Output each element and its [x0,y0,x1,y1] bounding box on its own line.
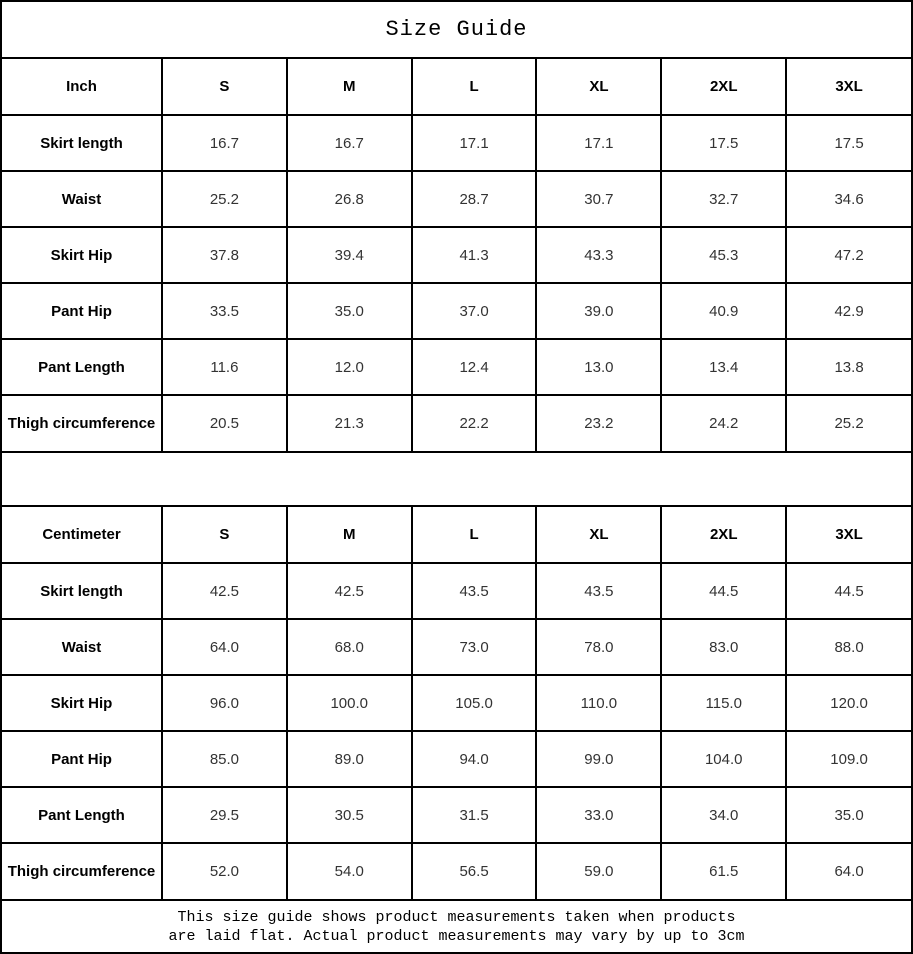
measurement-value: 11.6 [162,339,287,395]
measurement-value: 64.0 [162,619,287,675]
table-row [2,115,911,171]
measurement-value: 32.7 [661,171,786,227]
measurement-label: Pant Length [2,339,162,395]
table-row [2,619,911,675]
measurement-value: 104.0 [661,731,786,787]
measurement-value: 25.2 [786,395,911,451]
measurement-value: 64.0 [786,843,911,899]
measurement-value: 35.0 [287,283,412,339]
measurement-value: 30.7 [536,171,661,227]
measurement-value: 30.5 [287,787,412,843]
measurement-value: 17.5 [661,115,786,171]
table-row [2,227,911,283]
inch-table [2,59,911,451]
table-row [2,283,911,339]
measurement-value: 73.0 [412,619,537,675]
measurement-label: Skirt length [2,115,162,171]
measurement-value: 83.0 [661,619,786,675]
table-spacer [2,451,911,507]
measurement-value: 100.0 [287,675,412,731]
size-header-cell: S [162,59,287,115]
measurement-value: 68.0 [287,619,412,675]
measurement-value: 28.7 [412,171,537,227]
measurement-value: 37.8 [162,227,287,283]
measurement-value: 34.6 [786,171,911,227]
measurement-value: 17.1 [536,115,661,171]
measurement-value: 59.0 [536,843,661,899]
measurement-value: 88.0 [786,619,911,675]
table-row [2,675,911,731]
measurement-value: 13.8 [786,339,911,395]
measurement-value: 54.0 [287,843,412,899]
measurement-value: 85.0 [162,731,287,787]
size-header-cell: 3XL [786,507,911,563]
measurement-value: 45.3 [661,227,786,283]
unit-header-cell: Inch [2,59,162,115]
page-title: Size Guide [2,2,911,59]
measurement-value: 44.5 [786,563,911,619]
measurement-label: Pant Length [2,787,162,843]
measurement-value: 34.0 [661,787,786,843]
measurement-value: 17.1 [412,115,537,171]
measurement-value: 33.0 [536,787,661,843]
measurement-value: 33.5 [162,283,287,339]
size-header-cell: M [287,507,412,563]
measurement-value: 78.0 [536,619,661,675]
size-header-cell: 2XL [661,59,786,115]
measurement-value: 37.0 [412,283,537,339]
measurement-value: 42.5 [162,563,287,619]
size-header-cell: XL [536,507,661,563]
measurement-value: 42.5 [287,563,412,619]
measurement-value: 115.0 [661,675,786,731]
measurement-value: 42.9 [786,283,911,339]
measurement-value: 22.2 [412,395,537,451]
size-header-cell: M [287,59,412,115]
measurement-label: Thigh circumference [2,843,162,899]
measurement-value: 89.0 [287,731,412,787]
footer-line-1: This size guide shows product measurements taken when products [177,908,736,926]
table-row [2,563,911,619]
measurement-value: 47.2 [786,227,911,283]
measurement-value: 24.2 [661,395,786,451]
size-header-cell: L [412,59,537,115]
table-row [2,731,911,787]
measurement-value: 31.5 [412,787,537,843]
measurement-value: 16.7 [287,115,412,171]
size-header-cell: XL [536,59,661,115]
measurement-value: 61.5 [661,843,786,899]
measurement-value: 17.5 [786,115,911,171]
measurement-label: Skirt Hip [2,227,162,283]
measurement-value: 43.5 [412,563,537,619]
measurement-value: 12.0 [287,339,412,395]
measurement-value: 12.4 [412,339,537,395]
measurement-value: 40.9 [661,283,786,339]
measurement-label: Pant Hip [2,283,162,339]
measurement-value: 120.0 [786,675,911,731]
table-row [2,395,911,451]
measurement-value: 44.5 [661,563,786,619]
size-header-cell: 2XL [661,507,786,563]
measurement-label: Thigh circumference [2,395,162,451]
measurement-value: 26.8 [287,171,412,227]
measurement-label: Waist [2,171,162,227]
unit-header-cell: Centimeter [2,507,162,563]
measurement-value: 96.0 [162,675,287,731]
measurement-value: 43.3 [536,227,661,283]
measurement-value: 21.3 [287,395,412,451]
centimeter-table [2,507,911,899]
measurement-value: 20.5 [162,395,287,451]
footer-line-2: are laid flat. Actual product measurements may vary by up to 3cm [168,927,745,945]
table-row [2,339,911,395]
measurement-value: 110.0 [536,675,661,731]
measurement-value: 56.5 [412,843,537,899]
measurement-value: 94.0 [412,731,537,787]
measurement-value: 29.5 [162,787,287,843]
centimeter-table-header-row [2,507,911,563]
measurement-label: Waist [2,619,162,675]
measurement-value: 99.0 [536,731,661,787]
measurement-label: Pant Hip [2,731,162,787]
measurement-value: 13.4 [661,339,786,395]
table-row [2,843,911,899]
size-header-cell: L [412,507,537,563]
table-row [2,171,911,227]
measurement-value: 41.3 [412,227,537,283]
footer-note [2,899,911,952]
measurement-label: Skirt Hip [2,675,162,731]
measurement-value: 25.2 [162,171,287,227]
measurement-label: Skirt length [2,563,162,619]
measurement-value: 23.2 [536,395,661,451]
size-header-cell: 3XL [786,59,911,115]
measurement-value: 39.0 [536,283,661,339]
measurement-value: 39.4 [287,227,412,283]
inch-table-header-row [2,59,911,115]
size-header-cell: S [162,507,287,563]
measurement-value: 43.5 [536,563,661,619]
measurement-value: 35.0 [786,787,911,843]
measurement-value: 13.0 [536,339,661,395]
measurement-value: 52.0 [162,843,287,899]
measurement-value: 109.0 [786,731,911,787]
measurement-value: 105.0 [412,675,537,731]
table-row [2,787,911,843]
measurement-value: 16.7 [162,115,287,171]
